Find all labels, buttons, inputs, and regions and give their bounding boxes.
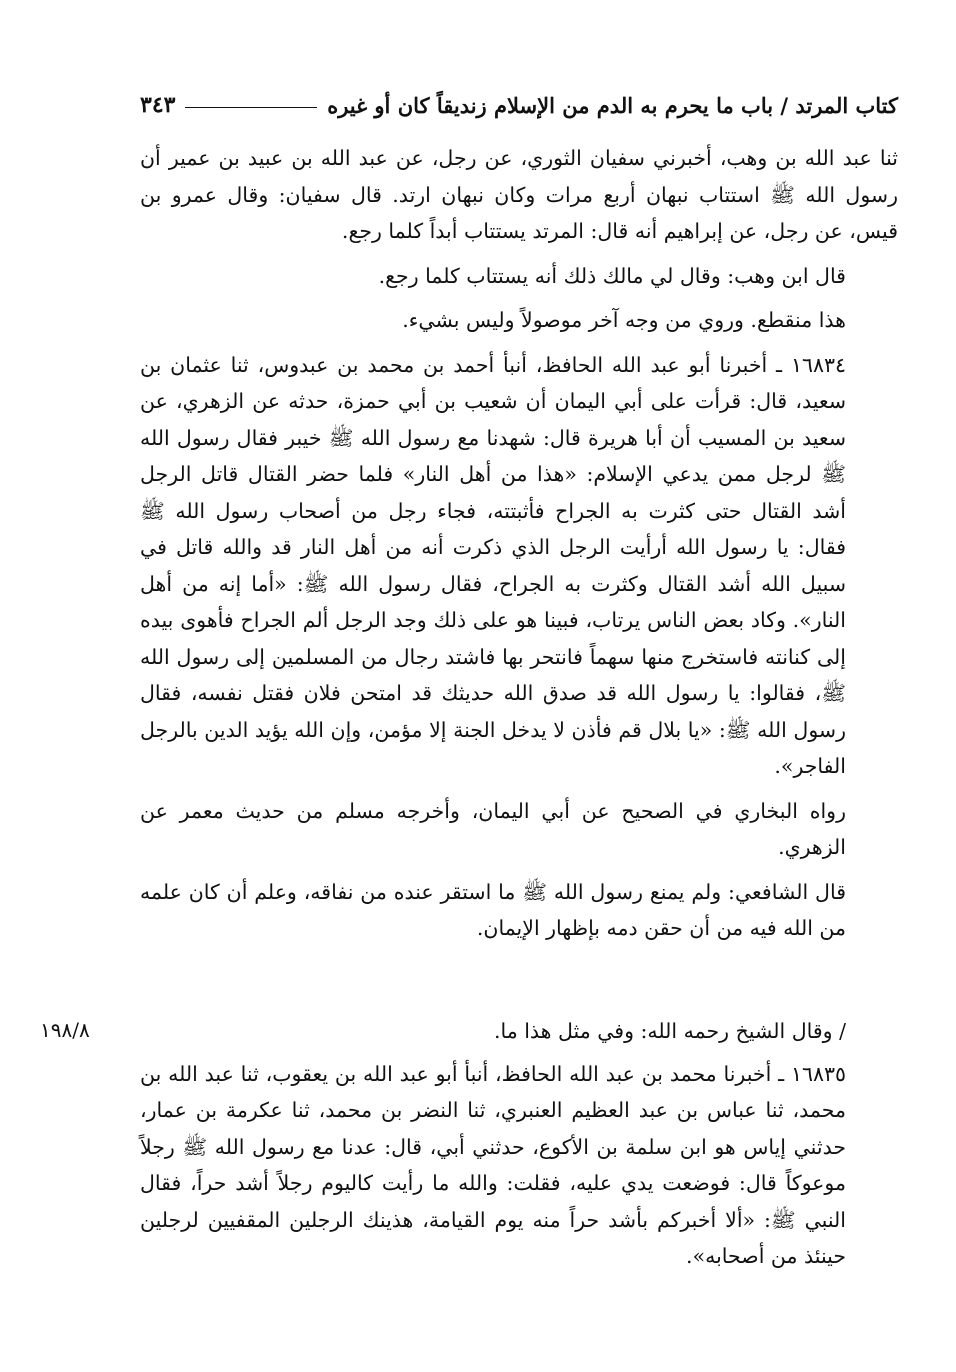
paragraph-sheikh: / وقال الشيخ رحمه الله: وفي مثل هذا ما.: [493, 1019, 846, 1043]
page-number: ٣٤٣: [140, 92, 176, 118]
paragraph-munqati: هذا منقطع. وروي من وجه آخر موصولاً وليس بشيء.: [402, 308, 846, 332]
main-text-lower: [140, 1013, 898, 1281]
running-header: [140, 88, 898, 122]
paragraph-continuation: ثنا عبد الله بن وهب، أخبرني سفيان الثوري، عن رجل، عن عبد الله بن عبيد بن عمير أن رسول الله ﷺ استتاب نبهان أربع مرات وكان نبهان ارتد. قال سفيان: وقال عمرو بن قيس، عن رجل، عن إبراهيم أنه قال: المرتد يستتاب أبداً كلما رجع.: [140, 146, 898, 243]
margin-reference: ١٩٨/٨: [40, 1018, 90, 1042]
paragraph-shafii: قال الشافعي: ولم يمنع رسول الله ﷺ ما استقر عنده من نفاقه، وعلم أن كان علمه من الله فيه من أن حقن دمه بإظهار الإيمان.: [140, 879, 846, 940]
header-title: كتاب المرتد / باب ما يحرم به الدم من الإسلام زنديقاً كان أو غيره: [327, 92, 898, 118]
paragraph-ibn-wahb: قال ابن وهب: وقال لي مالك ذلك أنه يستتاب كلما رجع.: [378, 263, 846, 288]
header-rule: [185, 107, 317, 108]
main-text: [140, 140, 898, 955]
paragraph-bukhari: رواه البخاري في الصحيح عن أبي اليمان، وأخرجه مسلم من حديث معمر عن الزهري.: [140, 798, 846, 859]
paragraph-hadith-16834: ١٦٨٣٤ ـ أخبرنا أبو عبد الله الحافظ، أنبأ أحمد بن محمد بن عبدوس، ثنا عثمان بن سعيد، قال: قرأت على أبي اليمان أن شعيب بن أبي حمزة، حدثه عن الزهري، عن سعيد بن المسيب أن أبا هريرة قال: شهدنا مع رسول الله ﷺ خيبر فقال رسول الله ﷺ لرجل ممن يدعي الإسلام: «هذا من أهل النار» فلما حضر القتال قاتل الرجل أشد القتال حتى كثرت به الجراح فأثبتته، فجاء رجل من أصحاب رسول الله ﷺ فقال: يا رسول الله أرأيت الرجل الذي ذكرت أنه من أهل النار قد والله قاتل في سبيل الله أشد القتال وكثرت به الجراح، فقال رسول الله ﷺ: «أما إنه من أهل النار». وكاد بعض الناس يرتاب، فبينا هو على ذلك وجد الرجل ألم الجراح فأهوى بيده إلى كنانته فاستخرج منها سهماً فانتحر بها فاشتد رجال من المسلمين إلى رسول الله ﷺ، فقالوا: يا رسول الله قد صدق الله حديثك قد امتحن فلان فقتل نفسه، فقال رسول الله ﷺ: «يا بلال قم فأذن لا يدخل الجنة إلا مؤمن، وإن الله يؤيد الدين بالرجل الفاجر».: [140, 352, 846, 778]
paragraph-hadith-16835: ١٦٨٣٥ ـ أخبرنا محمد بن عبد الله الحافظ، أنبأ أبو عبد الله بن يعقوب، ثنا عبد الله بن محمد، ثنا عباس بن عبد العظيم العنبري، ثنا النضر بن محمد، ثنا عكرمة بن عمار، حدثني إياس هو ابن سلمة بن الأكوع، حدثني أبي، قال: عدنا مع رسول الله ﷺ رجلاً موعوكاً قال: فوضعت يدي عليه، فقلت: والله ما رأيت كاليوم رجلاً أشد حراً، فقال النبي ﷺ: «ألا أخبركم بأشد حراً منه يوم القيامة، هذينك الرجلين المقفيين لرجلين حينئذ من أصحابه».: [140, 1061, 846, 1268]
